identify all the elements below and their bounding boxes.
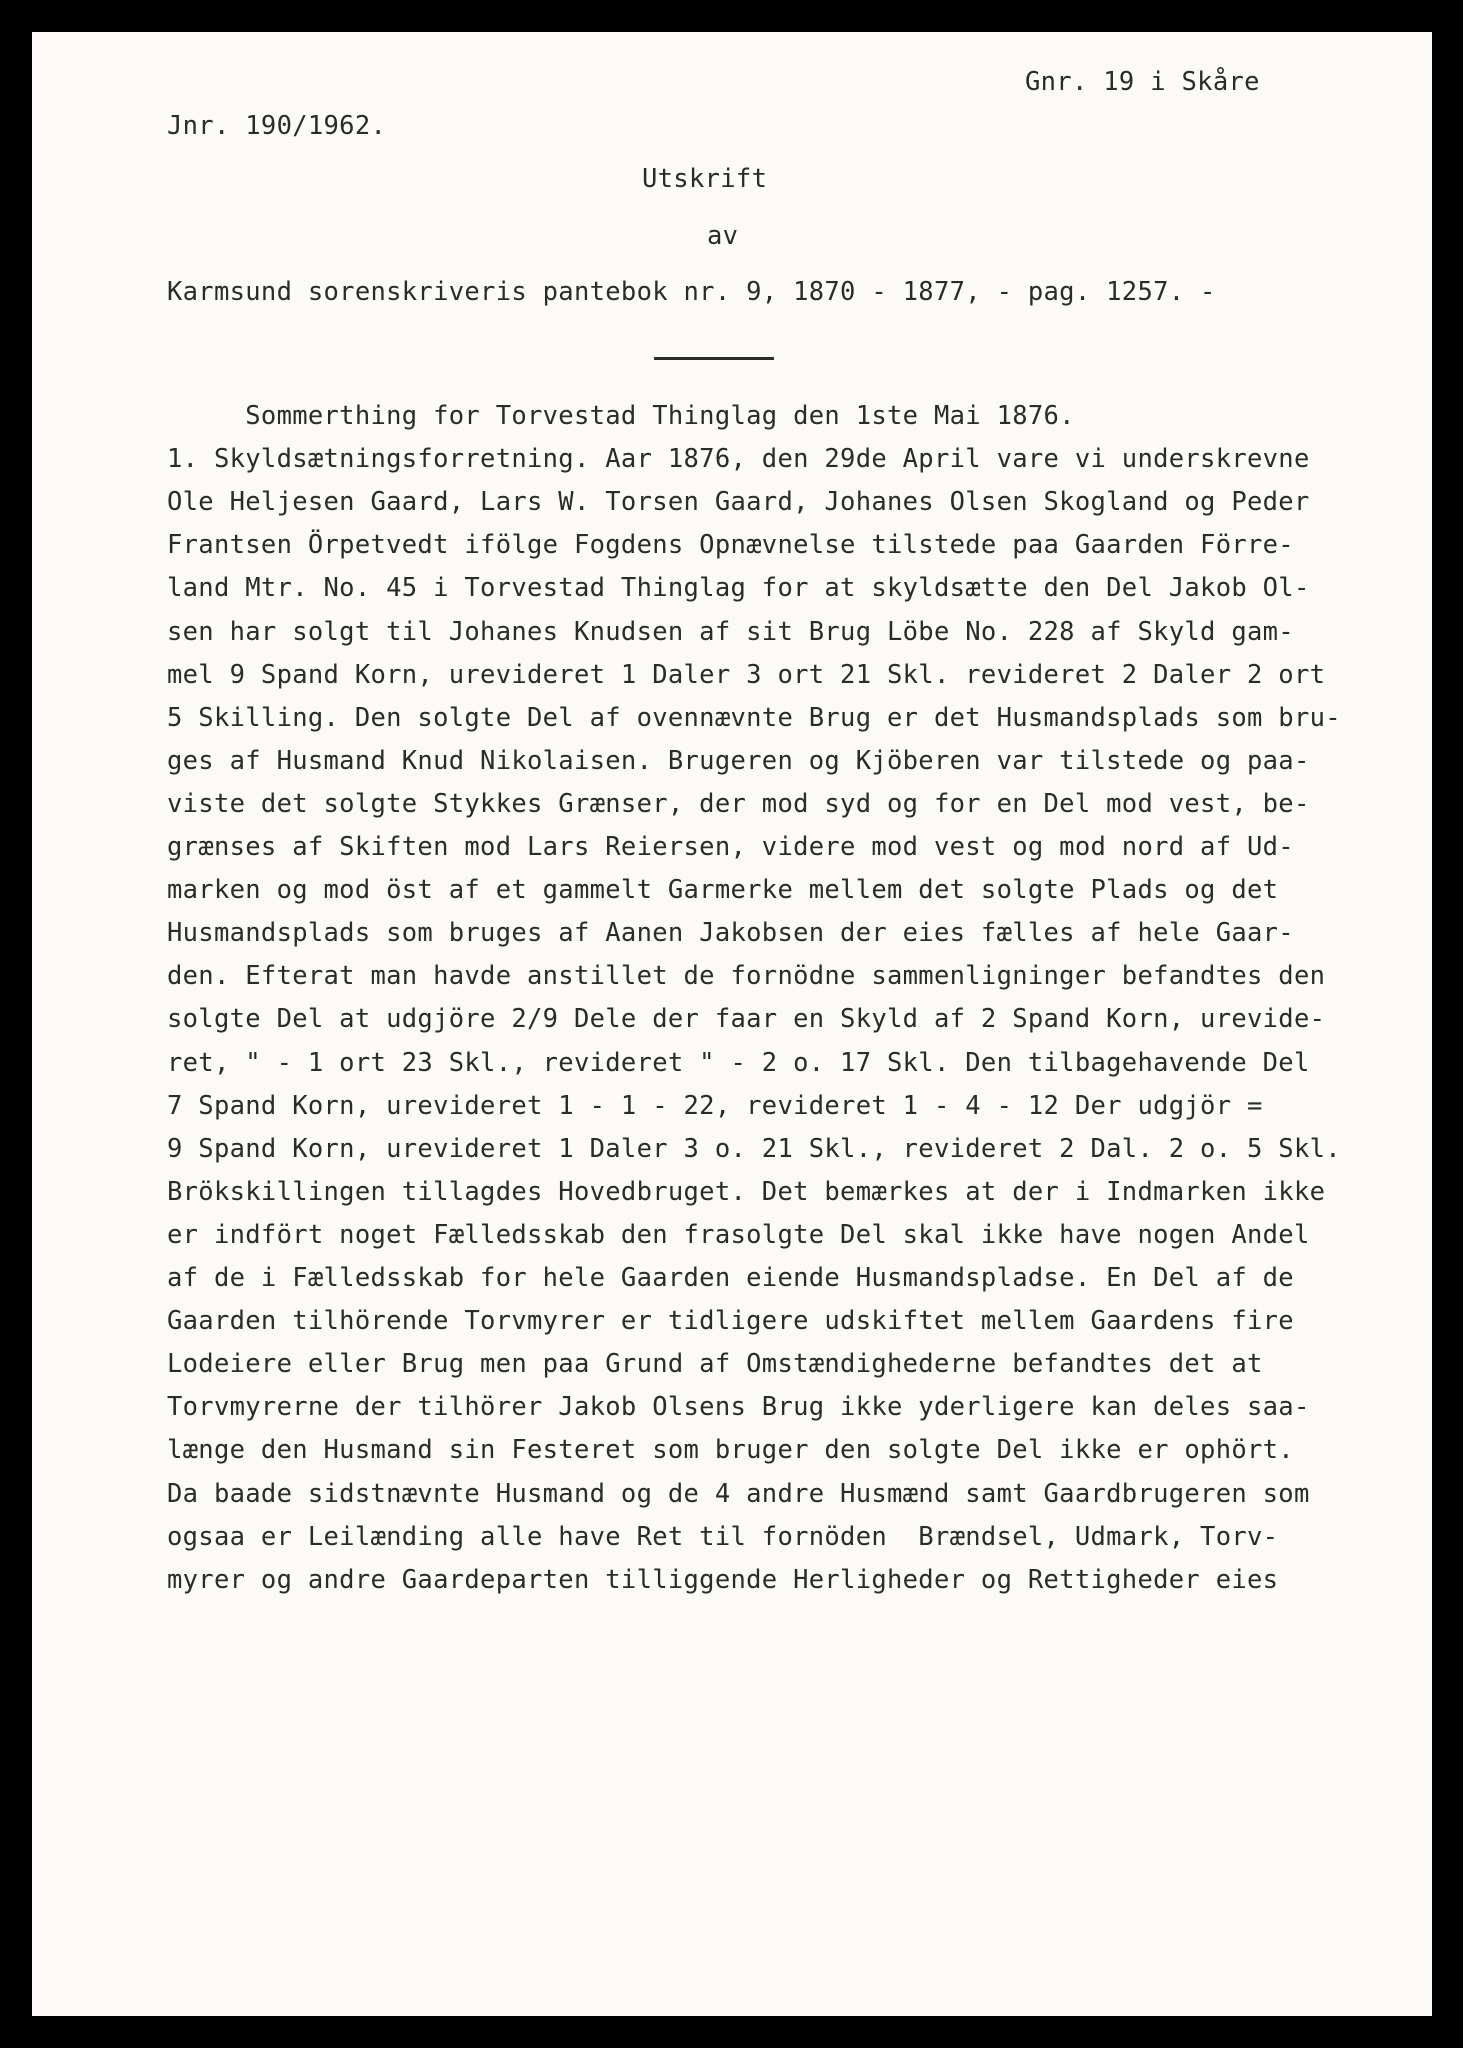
body-line: Frantsen Örpetvedt ifölge Fogdens Opnævnelse tilstede paa Gaarden Förre- bbox=[167, 530, 1294, 561]
separator-rule bbox=[654, 357, 774, 360]
body-line: viste det solgte Stykkes Grænser, der mod syd og for en Del mod vest, be- bbox=[167, 788, 1310, 819]
body-line: Sommerthing for Torvestad Thinglag den 1ste Mai 1876. bbox=[167, 401, 1075, 431]
body-line: 5 Skilling. Den solgte Del af ovennævnte Brug er det Husmandsplads som bru- bbox=[167, 702, 1341, 733]
title-av: av bbox=[707, 221, 739, 251]
body-line: den. Efterat man havde anstillet de fornödne sammenligninger befandtes den bbox=[167, 961, 1326, 992]
body-line: mel 9 Spand Korn, urevideret 1 Daler 3 ort 21 Skl. revideret 2 Daler 2 ort bbox=[167, 659, 1326, 690]
body-line: Lodeiere eller Brug men paa Grund af Omstændighederne befandtes det at bbox=[167, 1349, 1263, 1380]
body-line: Torvmyrerne der tilhörer Jakob Olsens Brug ikke yderligere kan deles saa- bbox=[167, 1392, 1310, 1423]
body-line: myrer og andre Gaardeparten tilliggende Herligheder og Rettigheder eies bbox=[167, 1564, 1279, 1595]
body-line: Gaarden tilhörende Torvmyrer er tidligere udskiftet mellem Gaardens fire bbox=[167, 1306, 1294, 1337]
body-line: marken og mod öst af et gammelt Garmerke mellem det solgte Plads og det bbox=[167, 875, 1279, 906]
body-line: ges af Husmand Knud Nikolaisen. Brugeren og Kjöberen var tilstede og paa- bbox=[167, 745, 1310, 776]
body-line: ogsaa er Leilænding alle have Ret til fornöden Brændsel, Udmark, Torv- bbox=[167, 1521, 1279, 1552]
body-line: land Mtr. No. 45 i Torvestad Thinglag for at skyldsætte den Del Jakob Ol- bbox=[167, 573, 1310, 604]
body-line: er indfört noget Fælledsskab den frasolgte Del skal ikke have nogen Andel bbox=[167, 1219, 1310, 1250]
body-line: ret, " - 1 ort 23 Skl., revideret " - 2 o. 17 Skl. Den tilbagehavende Del bbox=[167, 1047, 1310, 1078]
title-utskrift: Utskrift bbox=[642, 164, 768, 194]
body-line: Brökskillingen tillagdes Hovedbruget. Det bemærkes at der i Indmarken ikke bbox=[167, 1176, 1326, 1207]
body-line: 7 Spand Korn, urevideret 1 - 1 - 22, revideret 1 - 4 - 12 Der udgjör = bbox=[167, 1090, 1263, 1121]
document-page bbox=[32, 32, 1432, 2016]
body-line: solgte Del at udgjöre 2/9 Dele der faar en Skyld af 2 Spand Korn, urevide- bbox=[167, 1004, 1326, 1035]
body-line: længe den Husmand sin Festeret som bruger den solgte Del ikke er ophört. bbox=[167, 1435, 1294, 1466]
body-line: sen har solgt til Johanes Knudsen af sit Brug Löbe No. 228 af Skyld gam- bbox=[167, 616, 1294, 647]
body-line: Husmandsplads som bruges af Aanen Jakobsen der eies fælles af hele Gaar- bbox=[167, 918, 1294, 949]
body-line: af de i Fælledsskab for hele Gaarden eiende Husmandspladse. En Del af de bbox=[167, 1263, 1294, 1293]
body-line: 1. Skyldsætningsforretning. Aar 1876, den 29de April vare vi underskrevne bbox=[167, 444, 1310, 475]
farm-number: Gnr. 19 i Skåre bbox=[1025, 67, 1260, 97]
body-line: Da baade sidstnævnte Husmand og de 4 andre Husmænd samt Gaardbrugeren som bbox=[167, 1478, 1310, 1509]
body-line: Ole Heljesen Gaard, Lars W. Torsen Gaard, Johanes Olsen Skogland og Peder bbox=[167, 487, 1310, 518]
title-source: Karmsund sorenskriveris pantebok nr. 9, 1870 - 1877, - pag. 1257. - bbox=[167, 277, 1216, 307]
journal-number: Jnr. 190/1962. bbox=[167, 111, 387, 141]
body-line: 9 Spand Korn, urevideret 1 Daler 3 o. 21 Skl., revideret 2 Dal. 2 o. 5 Skl. bbox=[167, 1133, 1341, 1164]
body-line: grænses af Skiften mod Lars Reiersen, videre mod vest og mod nord af Ud- bbox=[167, 832, 1294, 862]
